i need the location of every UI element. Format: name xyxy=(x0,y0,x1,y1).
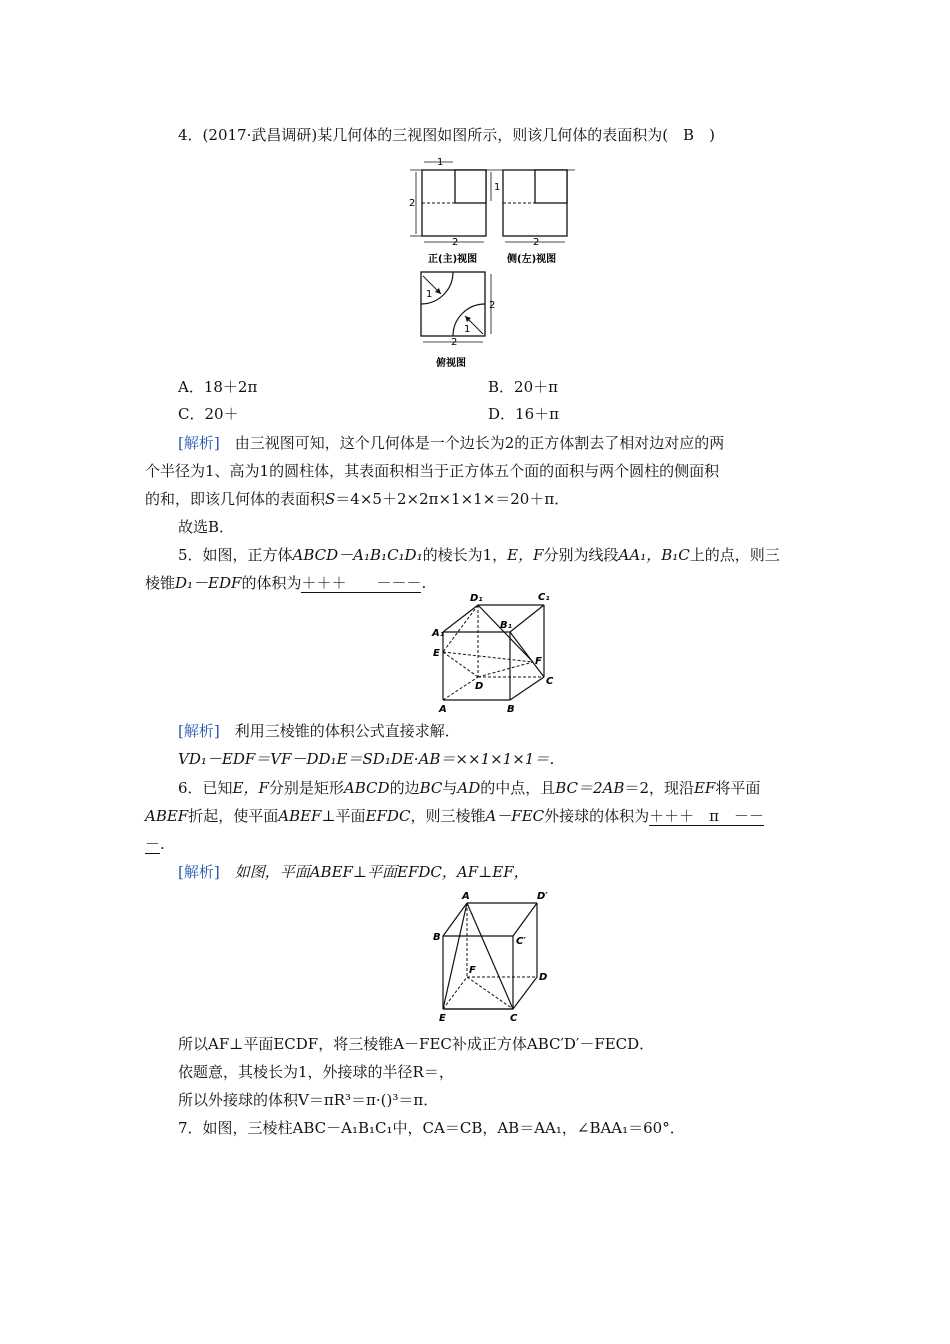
q5-t3: 分别为线段 xyxy=(543,546,619,564)
q6-fec: A－FEC xyxy=(485,807,545,825)
option-d: D．16＋π xyxy=(488,405,559,423)
q4-analysis-line2: 个半径为1、高为1的圆柱体，其表面积相当于正方体五个面的面积与两个圆柱的侧面积 xyxy=(145,462,720,480)
top-right-dim: 2 xyxy=(489,300,496,311)
q6-ef2: EF xyxy=(693,779,716,797)
q6-t5: 的中点，且 xyxy=(480,779,556,797)
label-A: A xyxy=(439,704,447,715)
label-A: A xyxy=(462,891,470,902)
q5-analysis-line2: VD₁－EDF＝VF－DD₁E＝SD₁DE·AB＝××1×1×1＝． xyxy=(178,750,565,768)
q5-ef: E，F xyxy=(507,546,544,564)
q6-t12: . xyxy=(160,835,165,853)
q4-symbol-s: S xyxy=(325,490,336,508)
q4-analysis-text3a: 的和，即该几何体的表面积 xyxy=(145,490,326,508)
top-arc1-dim: 1 xyxy=(426,289,433,300)
front-left-dim: 2 xyxy=(409,198,416,209)
q6-ef: E，F xyxy=(232,779,269,797)
label-D1: D₁ xyxy=(470,593,483,604)
label-F: F xyxy=(535,656,542,667)
q6-efdc: EFDC xyxy=(365,807,411,825)
q5-t2: 的棱长为1， xyxy=(422,546,508,564)
q6-solution-line3: 所以外接球的体积V＝πR³＝π·()³＝π． xyxy=(178,1091,439,1109)
q6-t9: ⊥平面 xyxy=(321,807,366,825)
option-a: A．18＋2π xyxy=(178,378,258,396)
label-E: E xyxy=(439,1013,446,1024)
q5-answer-blank: ＋＋＋ －－－ xyxy=(301,574,422,592)
label-B: B xyxy=(507,704,515,715)
q6-solution-line2: 依题意，其棱长为1，外接球的半径R＝， xyxy=(178,1063,454,1081)
q6-solution-line1: 所以AF⊥平面ECDF，将三棱锥A－FEC补成正方体ABC′D′－FECD． xyxy=(178,1035,655,1053)
q7-stem: 7．如图，三棱柱ABC－A₁B₁C₁中，CA＝CB，AB＝AA₁，∠BAA₁＝60°． xyxy=(178,1119,685,1137)
side-view-caption: 侧(左)视图 xyxy=(507,254,557,265)
label-A1: A₁ xyxy=(432,628,445,639)
analysis-tag: [解析] xyxy=(178,722,220,740)
q6-answer-blank: ＋＋＋ π －－ xyxy=(649,807,764,825)
q6-t7: 将平面 xyxy=(715,779,761,797)
q6-bc: BC xyxy=(419,779,443,797)
analysis-tag: [解析] xyxy=(178,863,220,881)
q5-t1: 5．如图，正方体 xyxy=(178,546,293,564)
label-D: D xyxy=(539,972,548,983)
q5-t4: 上的点，则三 xyxy=(689,546,780,564)
q6-abef: ABEF xyxy=(145,807,189,825)
q5-tetra: D₁－EDF xyxy=(175,574,242,592)
label-E: E xyxy=(433,648,440,659)
q5-analysis-text1: 利用三棱锥的体积公式直接求解． xyxy=(219,722,460,740)
q4-analysis-text3b: ＝4×5＋2×2π×1×1×＝20＋π． xyxy=(335,490,570,508)
label-C1: C₁ xyxy=(538,592,550,603)
q6-analysis-text1: 如图，平面ABEF⊥平面EFDC，AF⊥EF， xyxy=(219,863,529,881)
q6-t4: 与 xyxy=(442,779,458,797)
label-B1: B₁ xyxy=(500,620,513,631)
q5-segments: AA₁，B₁C xyxy=(618,546,690,564)
top-bottom-dim: 2 xyxy=(451,337,458,348)
label-D: D xyxy=(475,681,484,692)
q5-cube-name: ABCD－A₁B₁C₁D₁ xyxy=(292,546,423,564)
side-bottom-dim: 2 xyxy=(533,237,540,248)
option-b: B．20＋π xyxy=(488,378,558,396)
q6-t6: ＝2，现沿 xyxy=(624,779,694,797)
q6-answer-blank-cont: － xyxy=(145,835,161,853)
q6-t8: 折起，使平面 xyxy=(188,807,279,825)
label-C: C xyxy=(510,1013,518,1024)
top-view-caption: 俯视图 xyxy=(436,358,466,369)
label-C-prime: C′ xyxy=(516,936,526,947)
label-D-prime: D′ xyxy=(537,891,548,902)
q5-t7: . xyxy=(421,574,427,592)
front-right-dim: 1 xyxy=(494,182,501,193)
analysis-tag: [解析] xyxy=(178,434,220,452)
front-view-caption: 正(主)视图 xyxy=(428,254,478,265)
q4-stem: 4．(2017·武昌调研)某几何体的三视图如图所示，则该几何体的表面积为( B ) xyxy=(178,126,715,144)
label-C: C xyxy=(546,676,554,687)
front-top-dim: 1 xyxy=(437,157,444,168)
q4-conclusion: 故选B． xyxy=(178,518,235,536)
q6-eq: BC＝2AB xyxy=(555,779,625,797)
top-arc2-dim: 1 xyxy=(464,324,471,335)
q5-t5: 棱锥 xyxy=(145,574,176,592)
option-c: C．20＋ xyxy=(178,405,239,423)
label-B: B xyxy=(433,932,441,943)
q6-t10: ，则三棱锥 xyxy=(410,807,486,825)
front-bottom-dim: 2 xyxy=(452,237,459,248)
label-F: F xyxy=(469,965,476,976)
q6-t3: 的边 xyxy=(389,779,420,797)
q4-analysis-text1: 由三视图可知，这个几何体是一个边长为2的正方体割去了相对边对应的两 xyxy=(219,434,725,452)
q6-ad: AD xyxy=(457,779,481,797)
q6-abcd: ABCD xyxy=(343,779,390,797)
q6-t2: 分别是矩形 xyxy=(268,779,344,797)
q6-t11: 外接球的体积为 xyxy=(544,807,650,825)
q6-abef2: ABEF xyxy=(278,807,322,825)
q6-t1: 6．已知 xyxy=(178,779,233,797)
q5-t6: 的体积为 xyxy=(241,574,302,592)
